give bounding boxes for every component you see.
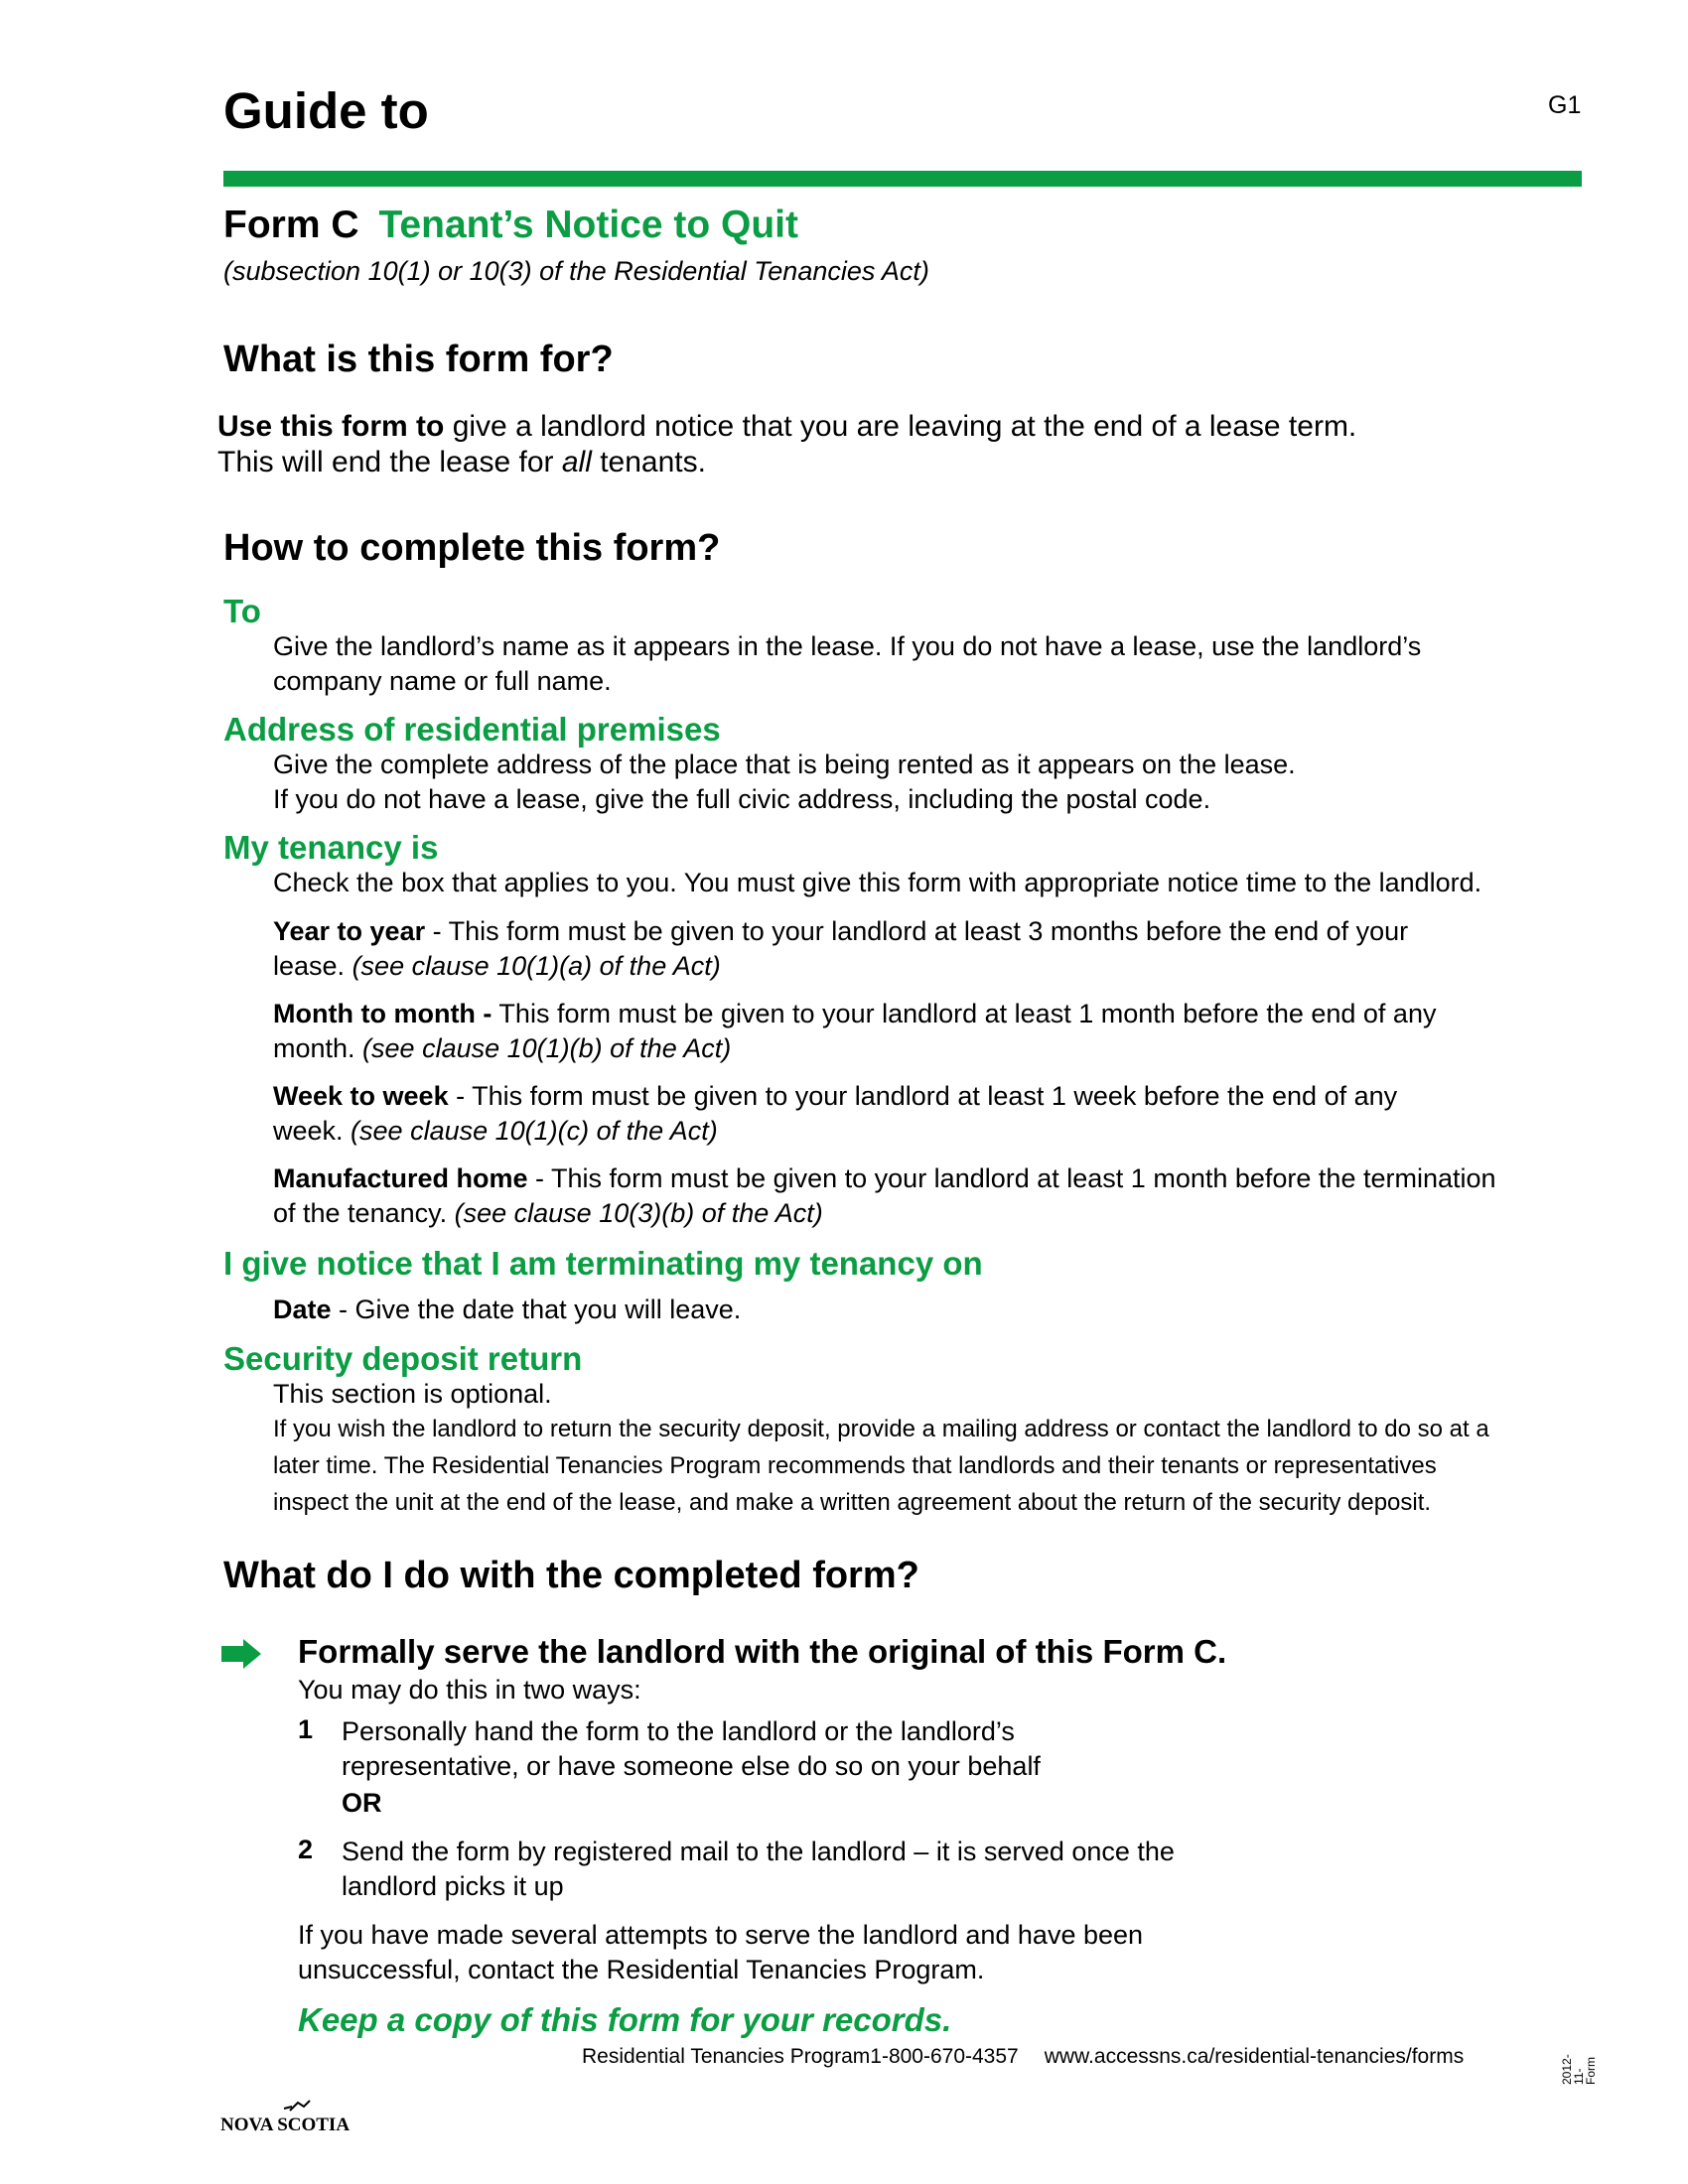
form-name: Tenant’s Notice to Quit [378,204,799,246]
section-to-title: To [223,593,261,629]
section-terminating-date [273,1293,1564,1327]
tenancy-manufactured-text: - This form must be given to your landlord at least 1 month before the termination [527,1163,1496,1193]
guide-title: Guide to [223,82,429,139]
section-deposit-optional: This section is optional. [273,1379,552,1409]
deposit-line-3: inspect the unit at the end of the lease, and make a written agreement about the return of the security deposit. [273,1489,1432,1516]
tenancy-month-text: This form must be given to your landlord at least 1 month before the end of any [492,999,1437,1028]
form-label: Form C [223,204,359,246]
logo-text: NOVA SCOTIA [220,2115,351,2135]
tenancy-month-bold: Month to month - [273,999,492,1028]
tenancy-year-cite: (see clause 10(1)(a) of the Act) [352,951,721,981]
section-to-line-1: Give the landlord’s name as it appears in the lease. If you do not have a lease, use the landlord’s [273,631,1422,661]
form-title [223,204,798,248]
footer [582,2045,1464,2069]
tenancy-week-text2: week. [273,1116,352,1146]
section-tenancy-intro: Check the box that applies to you. You must give this form with appropriate notice time to the landlord. [273,868,1482,897]
what-for-lead-rest: give a landlord notice that you are leaving at the end of a lease term. [444,410,1357,443]
tenancy-week-text: - This form must be given to your landlord at least 1 week before the end of any [448,1081,1398,1111]
tenancy-month-cite: (see clause 10(1)(b) of the Act) [362,1033,732,1063]
section-tenancy-title: My tenancy is [223,829,439,866]
item-2-line-2: landlord picks it up [342,1871,564,1901]
item-2-line-1: Send the form by registered mail to the landlord – it is served once the [342,1837,1175,1866]
section-to-body [273,629,1564,699]
tenancy-year-text2: lease. [273,951,352,981]
item-1-line-2: representative, or have someone else do so on your behalf [342,1751,1041,1781]
what-for-line2-italic: all [561,446,592,478]
section-deposit-body [273,1411,1564,1521]
item-1-number: 1 [298,1714,314,1744]
page-code: G1 [1548,91,1582,119]
section-terminating-title: I give notice that I am terminating my tenancy on [223,1245,983,1282]
side-code-2: 11- [1572,2068,1586,2085]
completed-heading: What do I do with the completed form? [223,1555,919,1596]
tenancy-week-cite: (see clause 10(1)(c) of the Act) [351,1116,718,1146]
side-form-code [1561,2054,1597,2085]
item-2-number: 2 [298,1835,314,1864]
section-address-title: Address of residential premises [223,711,721,748]
section-address-body [273,748,1564,817]
what-for-line-2 [217,445,1356,480]
deposit-line-2: later time. The Residential Tenancies Program recommends that landlords and their tenants or representatives [273,1452,1437,1479]
nova-scotia-logo [220,2097,359,2136]
serve-ways: You may do this in two ways: [298,1675,641,1705]
what-for-line2-before: This will end the lease for [217,446,562,478]
item-1-line-1: Personally hand the form to the landlord or the landlord’s [342,1716,1015,1746]
deposit-line-1: If you wish the landlord to return the security deposit, provide a mailing address or contact the landlord to do so at a [273,1416,1489,1442]
attempts-line-1: If you have made several attempts to serve the landlord and have been [298,1920,1144,1950]
tenancy-month-to-month [273,997,1564,1066]
how-to-heading: How to complete this form? [223,527,721,569]
attempts-line-2: unsuccessful, contact the Residential Tenancies Program. [298,1955,985,1984]
header-divider-bar [223,171,1582,187]
tenancy-manufactured-text2: of the tenancy. [273,1198,455,1228]
tenancy-manufactured-cite: (see clause 10(3)(b) of the Act) [454,1198,823,1228]
tenancy-manufactured-home [273,1161,1564,1231]
item-2-text [342,1835,1235,1904]
tenancy-year-text: - This form must be given to your landlord at least 3 months before the end of your [425,916,1409,946]
terminating-date-bold: Date [273,1295,332,1324]
item-1-text [342,1714,1235,1821]
keep-copy-note: Keep a copy of this form for your records. [298,2001,952,2038]
what-for-heading: What is this form for? [223,339,614,380]
section-to-line-2: company name or full name. [273,666,612,696]
section-deposit-title: Security deposit return [223,1340,583,1377]
tenancy-year-bold: Year to year [273,916,426,946]
arrow-right-icon [221,1639,261,1669]
what-for-line2-after: tenants. [591,446,706,478]
nova-scotia-logo-icon [220,2097,359,2136]
attempts-text [298,1918,1192,1987]
what-for-text [217,409,1356,480]
what-for-line-1 [217,409,1356,445]
footer-program: Residential Tenancies Program1-800-670-4357 [582,2045,1019,2068]
what-for-lead-bold: Use this form to [217,410,445,443]
terminating-date-text: - Give the date that you will leave. [331,1295,742,1324]
tenancy-manufactured-bold: Manufactured home [273,1163,528,1193]
side-code-1: 2012- [1560,2054,1574,2085]
or-separator: OR [342,1788,382,1818]
section-address-line-1: Give the complete address of the place that is being rented as it appears on the lease. [273,750,1296,779]
section-address-line-2: If you do not have a lease, give the full civic address, including the postal code. [273,784,1211,814]
footer-url[interactable]: www.accessns.ca/residential-tenancies/forms [1044,2045,1465,2068]
tenancy-month-text2: month. [273,1033,363,1063]
tenancy-year-to-year [273,914,1564,984]
serve-title: Formally serve the landlord with the original of this Form C. [298,1633,1227,1670]
tenancy-week-bold: Week to week [273,1081,449,1111]
tenancy-week-to-week [273,1079,1564,1149]
form-subtitle: (subsection 10(1) or 10(3) of the Residential Tenancies Act) [223,256,929,286]
side-code-3: Form [1584,2057,1598,2085]
